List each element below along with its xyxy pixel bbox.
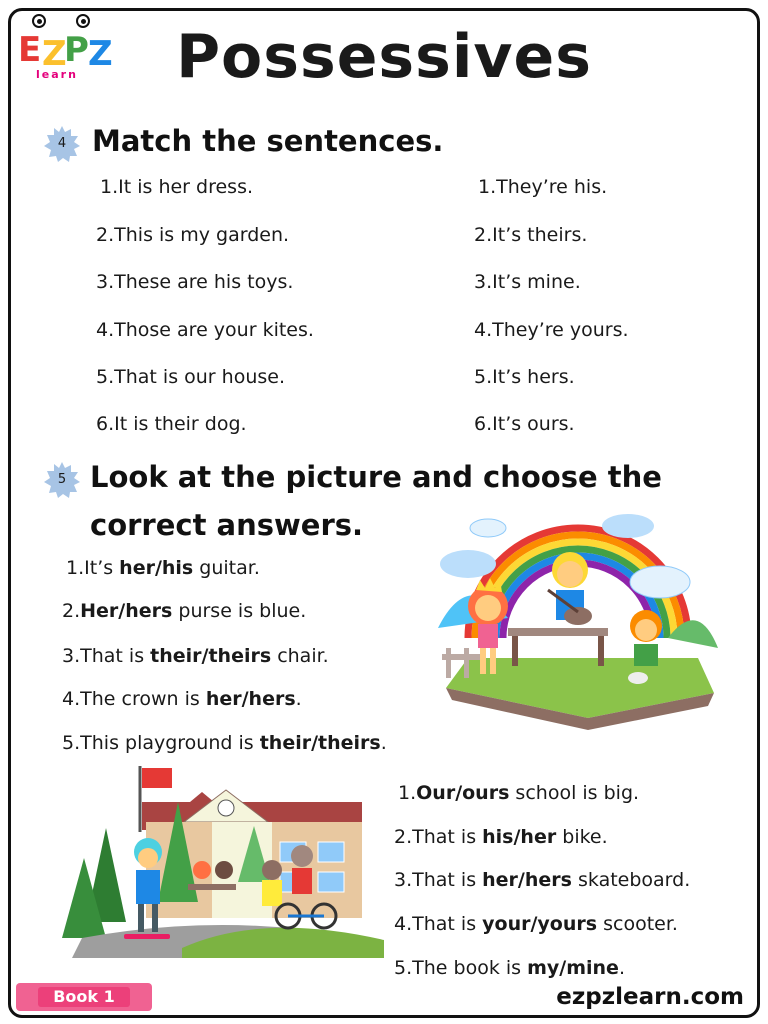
list-item: 3.That is her/hers skateboard. (394, 869, 691, 891)
playground-scene-image (428, 508, 724, 730)
list-item: 1.It is her dress. (100, 176, 254, 198)
logo-letter-e: E (18, 30, 41, 70)
section-5-badge (44, 462, 80, 498)
list-item: 2.Her/hers purse is blue. (62, 600, 307, 622)
list-item: 5.It’s hers. (474, 366, 575, 388)
list-item: 3.That is their/theirs chair. (62, 645, 329, 667)
list-item: 3.It’s mine. (474, 271, 581, 293)
logo-letter-p: P (64, 30, 88, 70)
list-item: 2.That is his/her bike. (394, 826, 608, 848)
list-item: 4.The crown is her/hers. (62, 688, 302, 710)
list-item: 5.That is our house. (96, 366, 285, 388)
list-item: 2.This is my garden. (96, 224, 290, 246)
list-item: 5.This playground is their/theirs. (62, 732, 387, 754)
school-scene-image (62, 762, 384, 958)
list-item: 1.They’re his. (478, 176, 608, 198)
list-item: 6.It’s ours. (474, 413, 575, 435)
page-title: Possessives (176, 22, 592, 92)
book-tag (16, 983, 152, 1011)
list-item: 5.The book is my/mine. (394, 957, 625, 979)
book-label: Book 1 (53, 987, 115, 1006)
list-item: 4.That is your/yours scooter. (394, 913, 678, 935)
list-item: 1.It’s her/his guitar. (66, 557, 260, 579)
school-illustration (62, 762, 384, 958)
list-item: 3.These are his toys. (96, 271, 294, 293)
list-item: 4.Those are your kites. (96, 319, 314, 341)
section-4-badge (44, 126, 80, 162)
logo-letter-z: Z (42, 34, 66, 74)
list-item: 4.They’re yours. (474, 319, 629, 341)
list-item: 2.It’s theirs. (474, 224, 588, 246)
section-5-heading-line1: Look at the picture and choose the (90, 460, 662, 494)
logo-letter-z2: Z (88, 34, 112, 74)
list-item: 6.It is their dog. (96, 413, 247, 435)
section-5-heading-line2: correct answers. (90, 508, 364, 542)
playground-illustration (428, 508, 724, 730)
section-4-heading: Match the sentences. (92, 124, 444, 158)
section-5-number: 5 (57, 472, 67, 487)
site-url: ezpzlearn.com (556, 984, 744, 1010)
list-item: 1.Our/ours school is big. (398, 782, 640, 804)
logo-sub: learn (36, 68, 78, 81)
section-4-number: 4 (57, 136, 67, 151)
